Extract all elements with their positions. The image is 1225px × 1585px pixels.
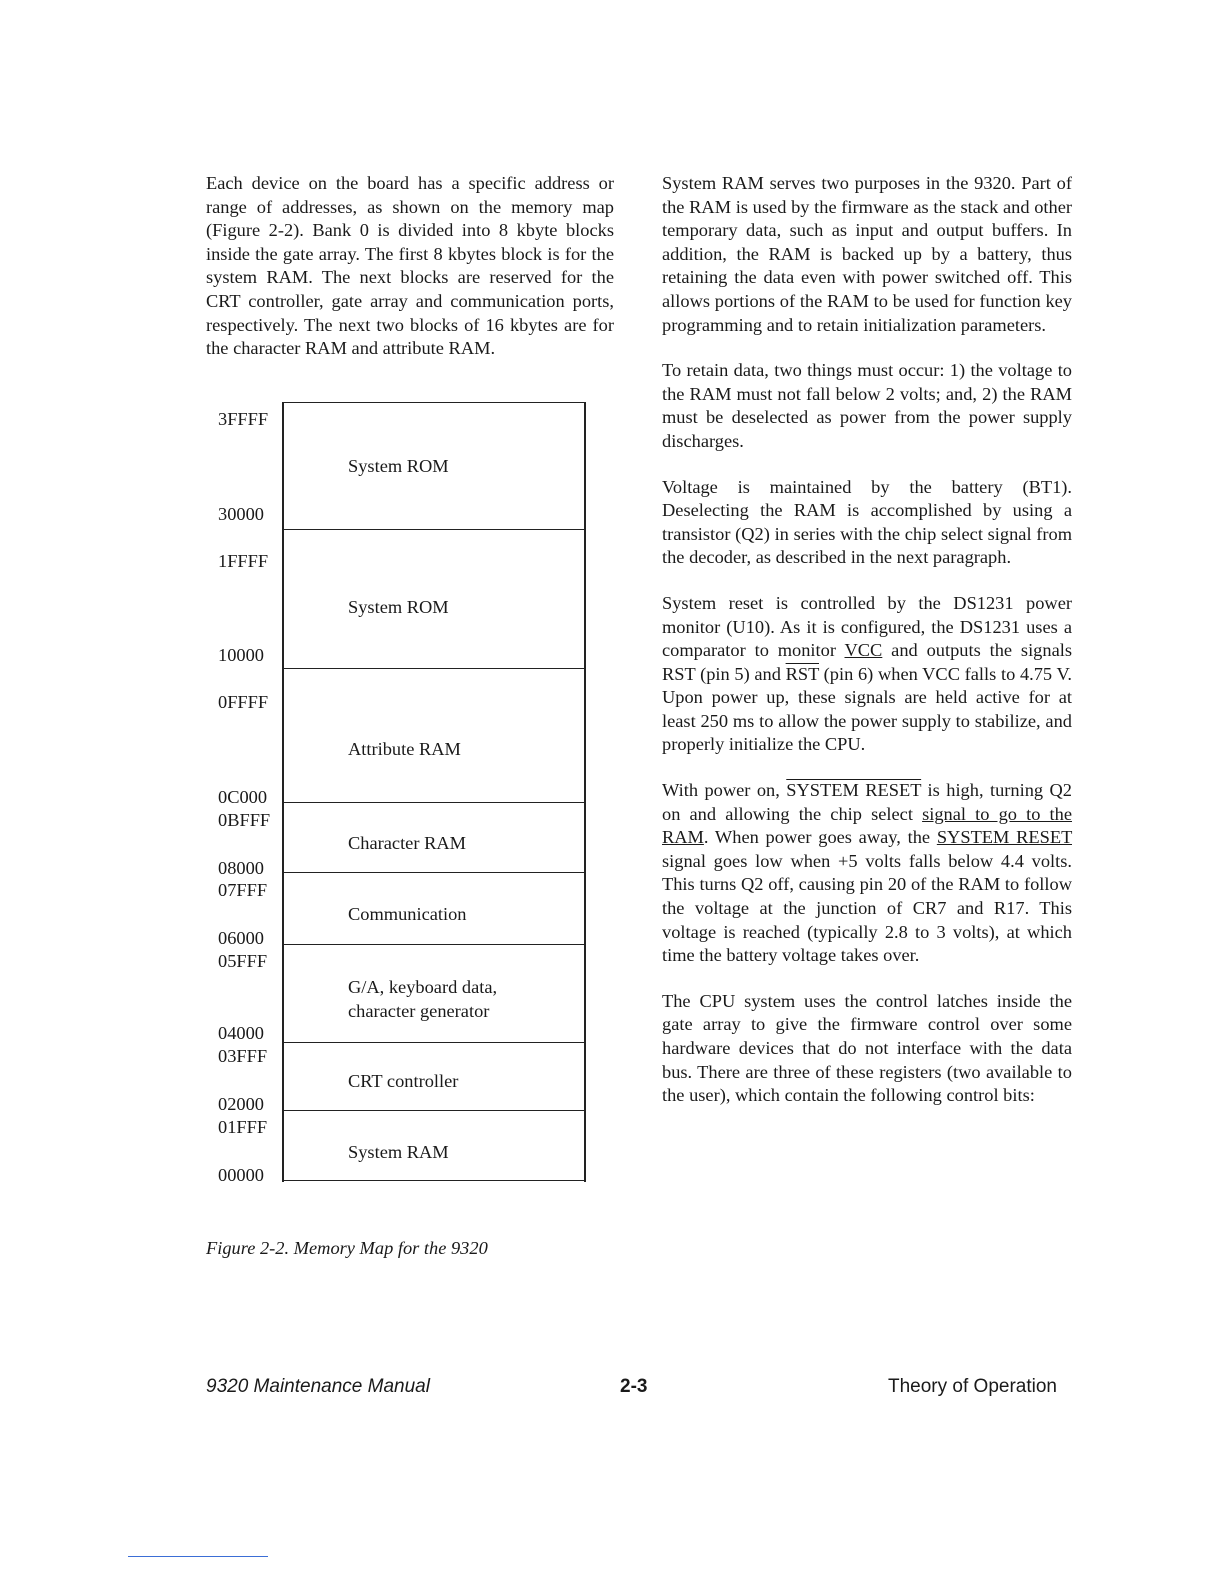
address-label: 30000 [218, 504, 264, 524]
address-label: 3FFFF [218, 409, 269, 429]
footer-page-number: 2-3 [620, 1376, 648, 1397]
map-right-border [584, 402, 586, 1182]
text-run: $\overline{RST}$ [785, 663, 819, 684]
address-label: 0C000 [218, 787, 268, 807]
text-run: signal goes low when +5 volts falls below 4.4 volts. This turns Q2 off, causing pin 20 of the RAM to follow the voltage at the junction of CR7 and R17. This voltage is reached (typically 2.8 to 3 volts), at which time the battery voltage takes over. [662, 850, 1072, 966]
map-divider [282, 402, 586, 403]
intro-paragraph: Each device on the board has a specific address or range of addresses, as shown on the memory map (Figure 2-2). Bank 0 is divided into 8 kbyte blocks inside the gate array. The first 8 kbytes block is for the system RAM. The next blocks are reserved for the CRT controller, gate array and communication ports, respectively. The next two blocks of 16 kbytes are for the character RAM and attribute RAM. [206, 173, 614, 359]
memory-map-figure [206, 402, 586, 1202]
text-run: System reset is controlled by the DS1231 power monitor (U10). As it is configured, the DS1231 uses a comparator to monitor [662, 592, 1072, 661]
paragraph-system-reset [662, 592, 1072, 757]
paragraph-cpu-system: The CPU system uses the control latches inside the gate array to give the firmware control over some hardware devices that do not interface with the data bus. There are three of these registers (two available to the user), which contain the following control bits: [662, 990, 1072, 1106]
left-column [206, 172, 614, 383]
address-label: 08000 [218, 858, 264, 878]
map-divider [282, 529, 586, 530]
paragraph-system-ram: System RAM serves two purposes in the 9320. Part of the RAM is used by the firmware as the stack and other temporary data, such as input and output buffers. In addition, the RAM is backed up by a battery, thus retaining the data even with power switched off. This allows portions of the RAM to be used for function key programming and to retain initialization parameters. [662, 173, 1072, 335]
paragraph-voltage: Voltage is maintained by the battery (BT1). Deselecting the RAM is accomplished by using a transistor (Q2) in series with the chip select signal from the decoder, as described in the next paragraph. [662, 476, 1072, 568]
block-label-character-ram: Character RAM [348, 833, 466, 853]
text-run: With power on, [662, 780, 787, 801]
block-label-system-rom: System ROM [348, 456, 449, 476]
right-column [662, 172, 1072, 1130]
address-label: 0BFFF [218, 810, 271, 830]
address-label: 01FFF [218, 1117, 268, 1137]
block-label-char-generator: character generator [348, 1001, 490, 1021]
map-divider [282, 944, 586, 945]
map-divider [282, 802, 586, 803]
text-run: and outputs the signals RST (pin 5) and [662, 640, 1072, 684]
text-run: . When power goes away, the [703, 827, 937, 848]
address-label: 0FFFF [218, 692, 269, 712]
block-label-crt-controller: CRT controller [348, 1071, 459, 1091]
address-label: 00000 [218, 1165, 264, 1185]
paragraph-power-on [662, 779, 1072, 968]
address-label: 1FFFF [218, 551, 269, 571]
map-divider [282, 1042, 586, 1043]
paragraph-retain-data: To retain data, two things must occur: 1) the voltage to the RAM must not fall below 2 volts; and, 2) the RAM must be deselected as power from the power supply discharges. [662, 360, 1072, 451]
bottom-rule [128, 1556, 268, 1557]
text-run: is high, turning Q2 on and allowing the chip select [662, 780, 1072, 824]
address-label: 02000 [218, 1094, 264, 1114]
address-label: 04000 [218, 1023, 264, 1043]
text-run: signal to go to the RAM [662, 803, 1072, 848]
address-label: 05FFF [218, 951, 268, 971]
text-run: VCC [844, 640, 883, 661]
map-left-border [282, 402, 284, 1182]
text-run: SYSTEM RESET [936, 827, 1072, 848]
text-run: SYSTEM RESET [786, 780, 922, 801]
map-divider [282, 1110, 586, 1111]
address-label: 10000 [218, 645, 264, 665]
text-run: (pin 6) when VCC falls to 4.75 V. Upon power up, these signals are held active for at least 250 ms to allow the power supply to stabilize, and properly initialize the CPU. [662, 663, 1072, 755]
block-label-system-rom: System ROM [348, 597, 449, 617]
block-label-communication: Communication [348, 904, 467, 924]
address-label: 03FFF [218, 1046, 268, 1066]
block-label-system-ram: System RAM [348, 1142, 449, 1162]
map-divider [282, 668, 586, 669]
map-divider [282, 1180, 586, 1181]
map-divider [282, 872, 586, 873]
address-label: 07FFF [218, 880, 268, 900]
footer-section-title: Theory of Operation [888, 1376, 1057, 1397]
block-label-ga-keyboard: G/A, keyboard data, [348, 977, 498, 997]
address-label: 06000 [218, 928, 264, 948]
footer-manual-title: 9320 Maintenance Manual [206, 1376, 430, 1397]
figure-caption: Figure 2-2. Memory Map for the 9320 [206, 1238, 488, 1258]
block-label-attribute-ram: Attribute RAM [348, 739, 461, 759]
